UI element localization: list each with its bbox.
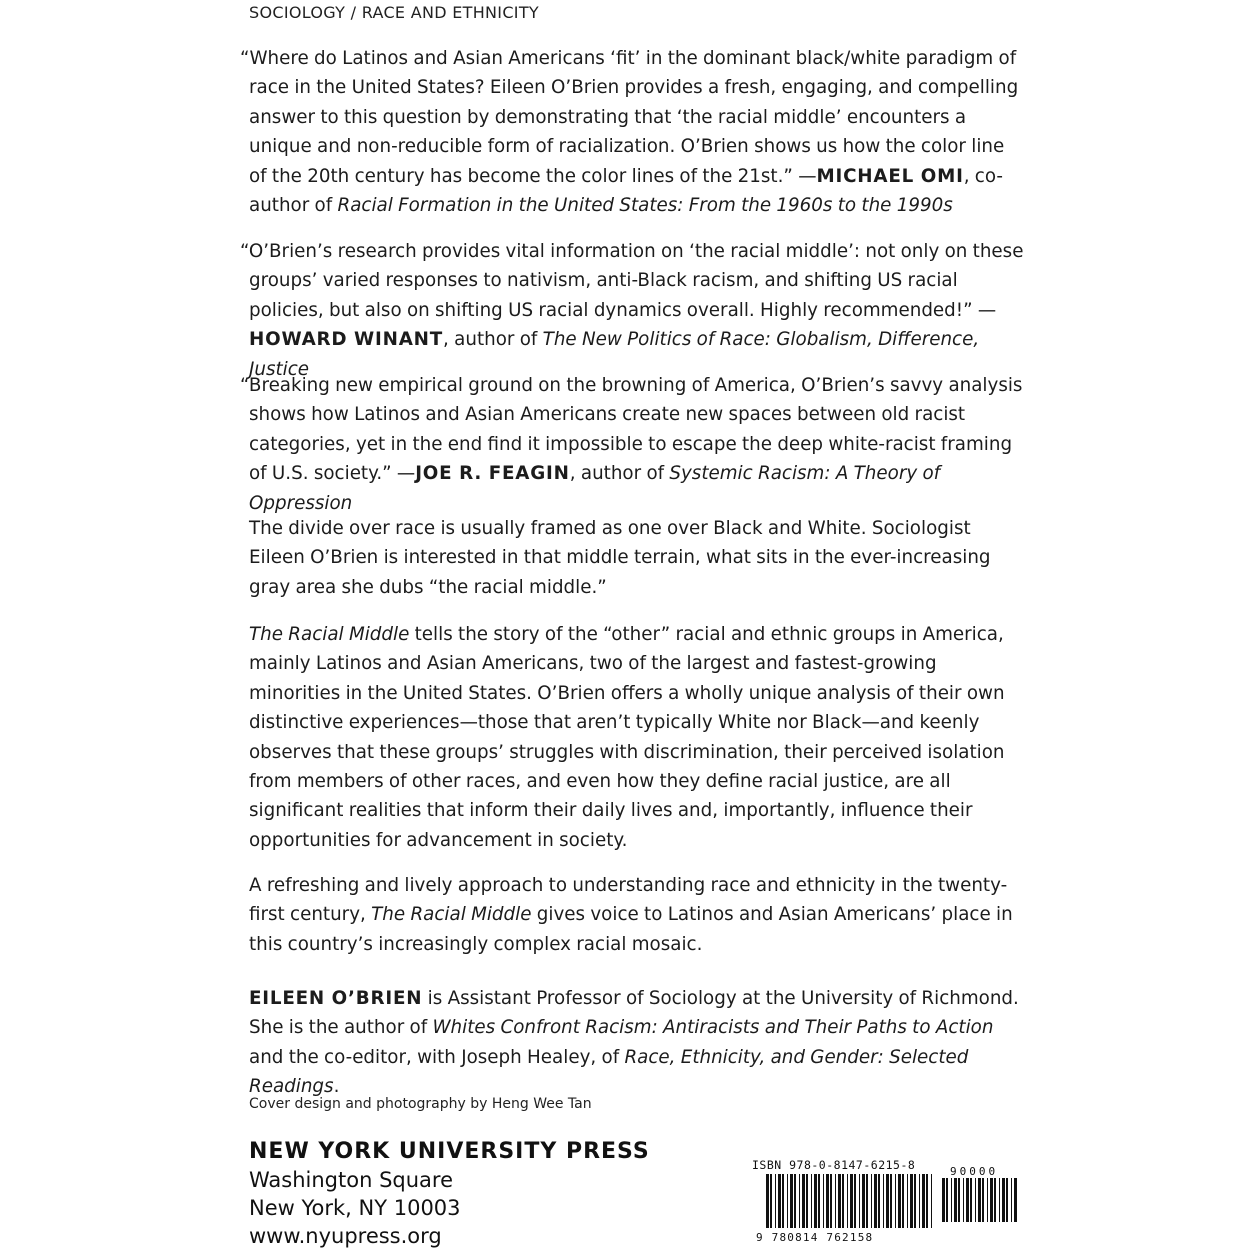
barcode-bar (994, 1178, 996, 1222)
barcode-bar (802, 1174, 805, 1228)
barcode-bar (866, 1174, 868, 1228)
barcode-bar (830, 1174, 832, 1228)
book-title-inline: The Racial Middle (249, 624, 410, 645)
barcode-bar (954, 1178, 957, 1222)
isbn-label: ISBN 978-0-8147-6215-8 (752, 1158, 916, 1172)
description-paragraph-1: The divide over race is usually framed as one over Black and White. Sociologist Eileen O’Brien is interested in that middle terrain, what sits in the ever-increasing gray area she dubs “the racial middle.” (249, 518, 991, 598)
publisher-name: NEW YORK UNIVERSITY PRESS (249, 1139, 650, 1164)
description-paragraph-3 (249, 871, 1024, 959)
barcode-bar (794, 1174, 796, 1228)
barcode-bar (946, 1178, 948, 1222)
barcode-bar (854, 1174, 856, 1228)
author-book-1: Whites Confront Racism: Antiracists and Their Paths to Action (432, 1017, 994, 1039)
barcode-bar (910, 1174, 913, 1228)
barcode-bar (823, 1174, 824, 1228)
book-title-inline: The Racial Middle (371, 904, 532, 926)
quote-author-work: The New Politics of Race: Globalism, Difference, Justice (249, 329, 980, 380)
barcode-bar (1002, 1178, 1005, 1222)
barcode-bar (878, 1174, 880, 1228)
quote-author-work: Racial Formation in the United States: From the 1960s to the 1990s (337, 195, 953, 217)
barcode-bar (775, 1174, 776, 1228)
author-name: EILEEN O’BRIEN (249, 988, 423, 1009)
isbn-barcode (752, 1158, 1022, 1244)
bio-text: is Assistant Professor of Sociology at the University of Richmond. She is the author of (249, 988, 1019, 1039)
cover-credit: Cover design and photography by Heng Wee Tan (249, 1096, 592, 1112)
barcode-bar (850, 1174, 853, 1228)
barcode-bar (931, 1174, 932, 1228)
barcode-bar (926, 1174, 928, 1228)
barcode-bar (902, 1174, 904, 1228)
author-bio (249, 984, 1024, 1102)
barcode-bar (895, 1174, 896, 1228)
addon-digits: 90000 (950, 1165, 999, 1178)
quote-author-role: , author of (569, 463, 670, 485)
barcode-bar (871, 1174, 872, 1228)
barcode-bar (975, 1178, 976, 1222)
quote-text (240, 44, 1024, 220)
barcode-bar (898, 1174, 901, 1228)
barcode-bar (886, 1174, 889, 1228)
paragraph-text: tells the story of the “other” racial and ethnic groups in America, mainly Latinos and Asian Americans, two of the largest and fastest-growing minorities in the United States. O’Brien offers a wholly unique analysis of their own distinctive experiences—those that aren’t typically White nor Black—and keenly observes that these groups’ struggles with discrimination, their perceived isolation from members of other races, and even how they define racial justice, are all significant realities that inform their daily lives and, importantly, influence their opportunities for advancement in society. (249, 624, 1005, 851)
barcode-bar (862, 1174, 865, 1228)
quote-text (240, 237, 1024, 384)
barcode-bar (782, 1174, 784, 1228)
endorsement-quote-3 (240, 371, 1024, 518)
barcode-bar (942, 1178, 945, 1222)
barcode-bar (838, 1174, 841, 1228)
barcode-bar (919, 1174, 920, 1228)
quote-author: MICHAEL OMI (816, 165, 964, 187)
bio-text: and the co-editor, with Joseph Healey, of (249, 1046, 625, 1068)
quote-text (240, 371, 1024, 518)
barcode-bar (987, 1178, 988, 1222)
barcode-bar (963, 1178, 964, 1222)
barcode-bar (990, 1178, 993, 1222)
quote-author-role: , author of (443, 329, 543, 351)
quote-body: “Breaking new empirical ground on the browning of America, O’Brien’s savvy analysis shows how Latinos and Asian Americans create new spaces between old racist categories, yet in the end find it impossible to escape the deep white-racist framing of U.S. society.” — (240, 375, 1023, 485)
publisher-block (249, 1138, 650, 1250)
barcode-bar (978, 1178, 981, 1222)
publisher-address-line-1: Washington Square (249, 1168, 454, 1192)
barcode-bar (1014, 1178, 1017, 1222)
barcode-bar (874, 1174, 877, 1228)
barcode-bar (951, 1178, 952, 1222)
barcode-bar (799, 1174, 800, 1228)
quote-author-role: , co-author of (249, 165, 1003, 217)
barcode-bar (907, 1174, 908, 1228)
barcode-bar (859, 1174, 860, 1228)
barcode-bar (842, 1174, 844, 1228)
paragraph-text: gives voice to Latinos and Asian Americans’ place in this country’s increasingly complex racial mosaic. (249, 904, 1013, 955)
publisher-website: www.nyupress.org (249, 1224, 442, 1248)
quote-author-work: Systemic Racism: A Theory of Oppression (249, 463, 941, 514)
barcode-bar (778, 1174, 781, 1228)
barcode-bar (835, 1174, 836, 1228)
paragraph-text: A refreshing and lively approach to understanding race and ethnicity in the twenty-first century, (249, 875, 1008, 926)
barcode-bar (814, 1174, 817, 1228)
barcode-bar (787, 1174, 788, 1228)
quote-author: HOWARD WINANT (249, 329, 444, 351)
barcode-bar (958, 1178, 960, 1222)
endorsement-quote-2 (240, 237, 1024, 384)
barcode-bar (1011, 1178, 1012, 1222)
barcode-bar (847, 1174, 848, 1228)
quote-author: JOE R. FEAGIN (415, 463, 570, 485)
barcode-bar (982, 1178, 984, 1222)
author-book-2: Race, Ethnicity, and Gender: Selected Readings (249, 1046, 969, 1098)
quote-body: “Where do Latinos and Asian Americans ‘fit’ in the dominant black/white paradigm of race in the United States? Eileen O’Brien provides a fresh, engaging, and compelling answer to this question by demonstrating that ‘the racial middle’ encounters a unique and non-reducible form of racialization. O’Brien shows us how the color line of the 20th century has become the color lines of the 21st.” — (240, 48, 1019, 187)
barcode-bar (890, 1174, 892, 1228)
barcode-bar (966, 1178, 969, 1222)
category-label: SOCIOLOGY / RACE AND ETHNICITY (249, 3, 539, 22)
endorsement-quote-1 (240, 44, 1024, 220)
barcode-bar (766, 1174, 769, 1228)
publisher-address-line-2: New York, NY 10003 (249, 1196, 461, 1220)
barcode-bar (922, 1174, 925, 1228)
quote-body: “O’Brien’s research provides vital information on ‘the racial middle’: not only on these groups’ varied responses to nativism, anti-Black racism, and shifting US racial policies, but also on shifting US racial dynamics overall. Highly recommended!” — (240, 241, 1024, 321)
barcode-bar (999, 1178, 1000, 1222)
barcode-bar (818, 1174, 820, 1228)
ean-digits: 9 780814 762158 (756, 1231, 874, 1244)
bio-text: . (333, 1076, 340, 1098)
barcode-bar (970, 1178, 972, 1222)
barcode-bar (770, 1174, 772, 1228)
barcode-bar (806, 1174, 808, 1228)
barcode-bar (790, 1174, 793, 1228)
barcode-bar (826, 1174, 829, 1228)
barcode-bar (1006, 1178, 1008, 1222)
description-paragraph-2 (249, 620, 1024, 855)
barcode-bar (914, 1174, 916, 1228)
barcode-bar (883, 1174, 884, 1228)
barcode-bar (811, 1174, 812, 1228)
